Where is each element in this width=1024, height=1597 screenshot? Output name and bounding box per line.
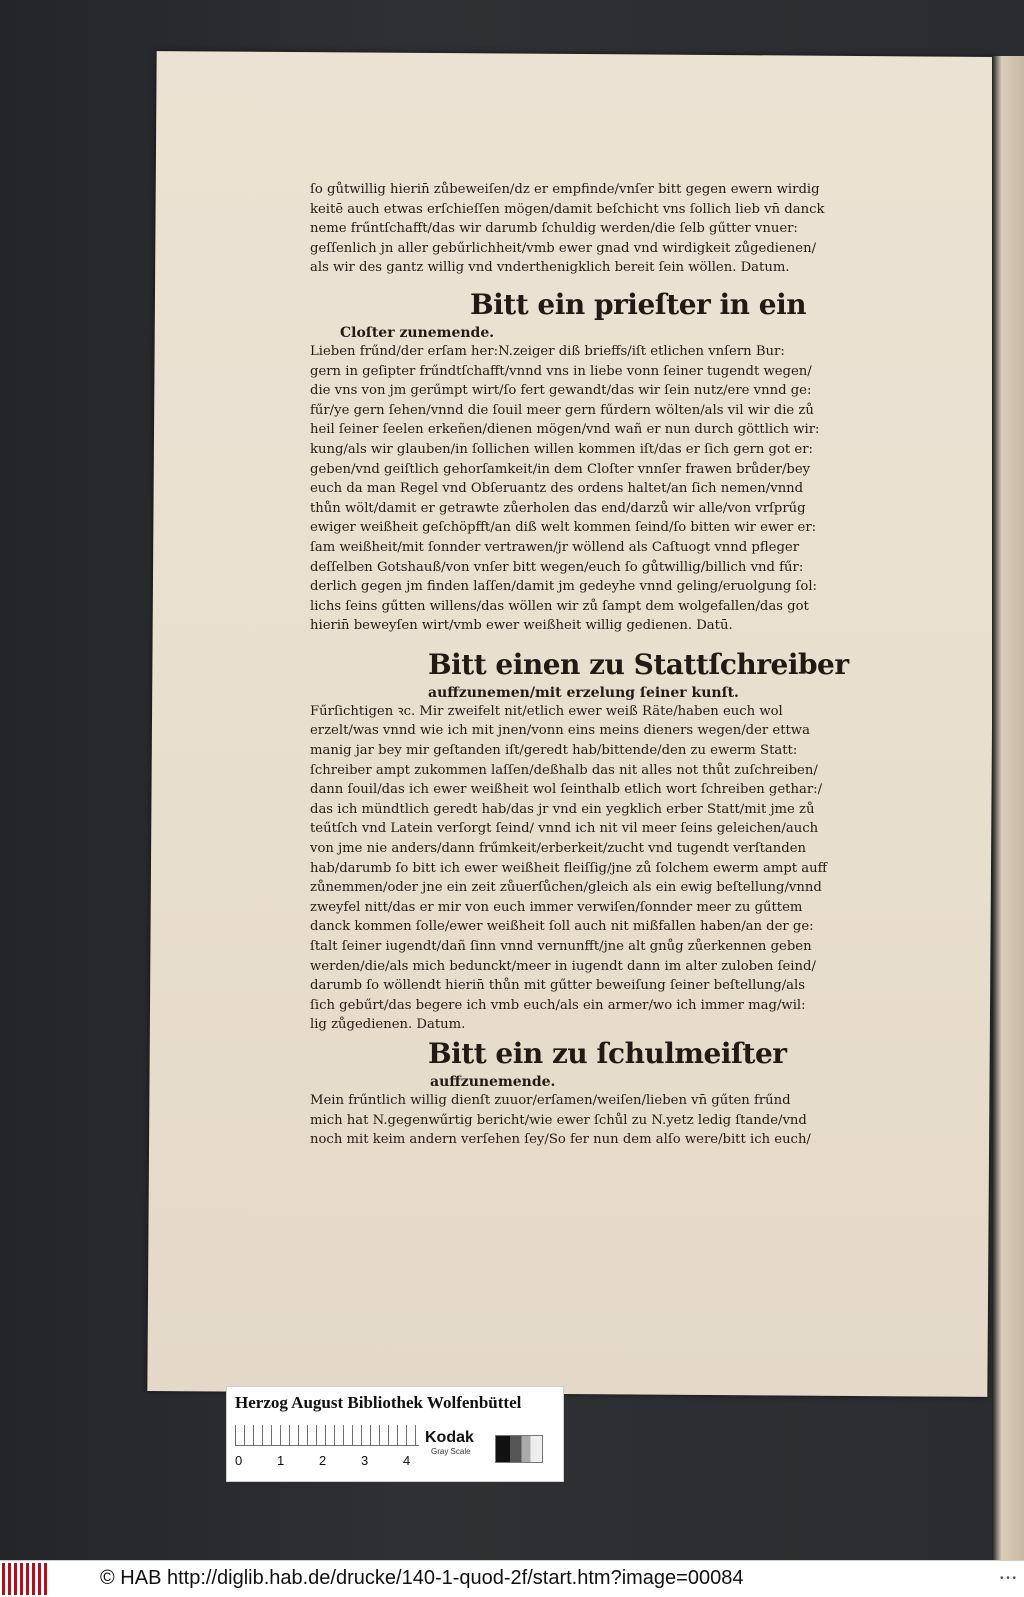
book-binding-edge — [992, 56, 1024, 1560]
gray-scale-label: Gray Scale — [431, 1447, 471, 1456]
text-line: das ich mündtlich geredt hab/das jr vnd ein yegklich erber Statt/mit jme zů — [310, 801, 815, 817]
more-icon[interactable]: • • • — [999, 1573, 1016, 1584]
copyright-url[interactable]: © HAB http://diglib.hab.de/drucke/140-1-quod-2f/start.htm?image=00084 — [100, 1567, 744, 1589]
text-line: euch da man Regel vnd Obſeruantz des ordens haltet/an ſich nemen/vnnd — [310, 481, 804, 497]
section-body — [310, 342, 932, 636]
ruler-number: 2 — [319, 1453, 327, 1468]
text-line: noch mit keim andern verſehen ſey/So fer nun dem alſo were/bitt ich euch/ — [310, 1132, 811, 1148]
section-intro — [310, 180, 932, 278]
text-line: Fűrſichtigen ꝛc. Mir zweifelt nit/etlich ewer weiß Räte/haben euch wol — [310, 703, 783, 719]
text-line: fűr/ye gern ſehen/vnnd die ſouil meer gern fűrdern wölten/als vil wir die zů — [310, 402, 814, 418]
section-heading: Bitt einen zu Stattſchreiber — [428, 647, 849, 681]
library-name: Herzog August Bibliothek Wolfenbüttel — [235, 1393, 522, 1412]
page-text — [310, 180, 932, 1150]
section-heading: Bitt ein prieſter in ein — [470, 287, 807, 321]
kodak-logo: Kodak — [425, 1429, 474, 1446]
section-body — [310, 1091, 932, 1150]
section-subheading: auffzunemende. — [430, 1073, 556, 1090]
text-line: teűtſch vnd Latein verſorgt ſeind/ vnnd ich nit vil meer ſeins geleichen/auch — [310, 821, 819, 837]
text-line: ſich gebűrt/das begere ich vmb euch/als ein armer/wo ich immer mag/wil: — [310, 997, 806, 1013]
text-line: Mein frűntlich willig dienſt zuuor/erſamen/weiſen/lieben vn̄ gűten frűnd — [310, 1092, 791, 1108]
text-line: keitē auch etwas erſchieſſen mögen/damit beſchicht vns ſollich lieb vn̄ danck — [310, 201, 825, 217]
text-line: Lieben frűnd/der erſam her:N.zeiger diß brieffs/iſt etlichen vnſern Bur: — [310, 343, 785, 359]
text-line: mich hat N.gegenwűrtig bericht/wie ewer ſchůl zu N.yetz ledig ſtande/vnd — [310, 1112, 807, 1128]
text-line: zůnemmen/oder jne ein zeit zůuerſůchen/gleich als ein ewig beſtellung/vnnd — [310, 880, 822, 896]
text-line: deſſelben Gotshauß/von vnſer bitt wegen/euch ſo gůtwillig/billich vnd fűr: — [310, 559, 804, 575]
text-line: manig jar bey mir geſtanden iſt/geredt hab/bittende/den zu ewerm Statt: — [310, 743, 798, 759]
section-subheading: Cloſter zunemende. — [340, 324, 495, 341]
ruler-number: 0 — [235, 1453, 243, 1468]
text-line: hab/darumb ſo bitt ich ewer weißheit fleiſſig/jne zů ſolchem ewerm ampt auff — [310, 860, 827, 876]
viewer-footer — [0, 1560, 1024, 1597]
text-line: heil ſeiner ſeelen erkeñen/dienen mögen/vnd wañ er nun durch göttlich wir: — [310, 422, 820, 438]
hab-logo-icon — [2, 1563, 48, 1595]
section-priest — [310, 286, 932, 636]
text-line: ſam weißheit/mit ſonnder vertrawen/jr wöllend als Caſtuogt vnnd pfleger — [310, 539, 800, 555]
section-heading: Bitt ein zu ſchulmeiſter — [428, 1036, 787, 1070]
color-calibration-card — [226, 1386, 564, 1482]
text-line: als wir des gantz willig vnd vnderthenigklich bereit ſein wöllen. Datum. — [310, 260, 790, 276]
text-line: geſſenlich jn aller gebűrlichheit/vmb ewer gnad vnd wirdigkeit zůgedienen/ — [310, 240, 817, 256]
text-line: werden/die/als mich bedunckt/meer in iugendt dann im alter zuloben ſeind/ — [310, 958, 816, 974]
text-line: neme frűntſchafft/das wir darumb ſchuldig werden/die ſelb gűtter vnuer: — [310, 221, 798, 237]
section-subheading: auffzunemen/mit erzelung ſeiner kunſt. — [428, 684, 739, 701]
text-line: lichs ſeins gűtten willens/das wöllen wir zů ſampt dem wolgefallen/das got — [310, 598, 809, 614]
text-line: danck kommen ſolle/ewer weißheit ſoll auch nit mißfallen haben/an der ge: — [310, 919, 814, 935]
text-line: dann ſouil/das ich ewer weißheit wol ſeinthalb etlich wort ſchreiben gethar:/ — [310, 782, 823, 798]
text-line: gern in geſipter frűndtſchafft/vnnd vns in liebe vonn ſeiner tugendt wegen/ — [310, 363, 812, 379]
text-line: geben/vnd geiſtlich gehorſamkeit/in dem Cloſter vnnſer frawen brůder/bey — [310, 461, 811, 477]
text-line: ſchreiber ampt zukommen laſſen/deßhalb das nit alles not thůt zuſchreiben/ — [310, 762, 818, 778]
section-town-clerk — [310, 646, 932, 1035]
measurement-ruler — [235, 1425, 419, 1446]
text-line: zweyfel nitt/das er mir von euch immer verwiſen/ſonnder meer zu gűttem — [310, 899, 803, 915]
text-line: hierin̄ beweyſen wirt/vmb ewer weißheit willig gedienen. Datū. — [310, 618, 733, 634]
text-line: kung/als wir glauben/in ſollichen willen kommen iſt/das er ſich gern got er: — [310, 441, 813, 457]
text-line: ſtalt ſeiner iugendt/dañ ſinn vnnd vernunfft/jne alt gnůg zůerkennen geben — [310, 939, 812, 954]
text-line: die vns von jm gerűmpt wirt/ſo fert gewandt/das wir ſein nutz/ere vnnd ge: — [310, 383, 812, 399]
text-line: derlich gegen jm finden laſſen/damit jm gedeyhe vnnd geling/eruolgung ſol: — [310, 579, 817, 595]
section-intro-body — [310, 180, 932, 278]
ruler-number: 1 — [277, 1453, 285, 1468]
text-line: erzelt/was vnnd wie ich mit jnen/vonn eins meins dieners wegen/der ettwa — [310, 723, 810, 739]
text-line: ſo gůtwillig hierin̄ zůbeweiſen/dz er empfinde/vnſer bitt gegen ewern wirdig — [310, 182, 820, 197]
text-line: thůn wölt/damit er getrawte zůerholen das end/darzů wir alle/von vrſprűg — [310, 500, 806, 516]
text-line: von jme nie anders/dann frűmkeit/erberkeit/zucht vnd tugendt verſtanden — [310, 841, 807, 857]
section-body — [310, 702, 932, 1035]
ruler-number: 3 — [361, 1453, 369, 1468]
section-schoolmaster — [310, 1035, 932, 1150]
text-line: lig zůgedienen. Datum. — [310, 1017, 466, 1033]
text-line: ewiger weißheit geſchöpfft/an diß welt kommen ſeind/ſo bitten wir ewer er: — [310, 520, 817, 536]
text-line: darumb ſo wöllendt hierin̄ thůn mit gűtter beweiſung ſeiner beſtellung/als — [310, 978, 806, 994]
gray-scale-patch — [495, 1435, 543, 1463]
ruler-number: 4 — [403, 1453, 411, 1468]
